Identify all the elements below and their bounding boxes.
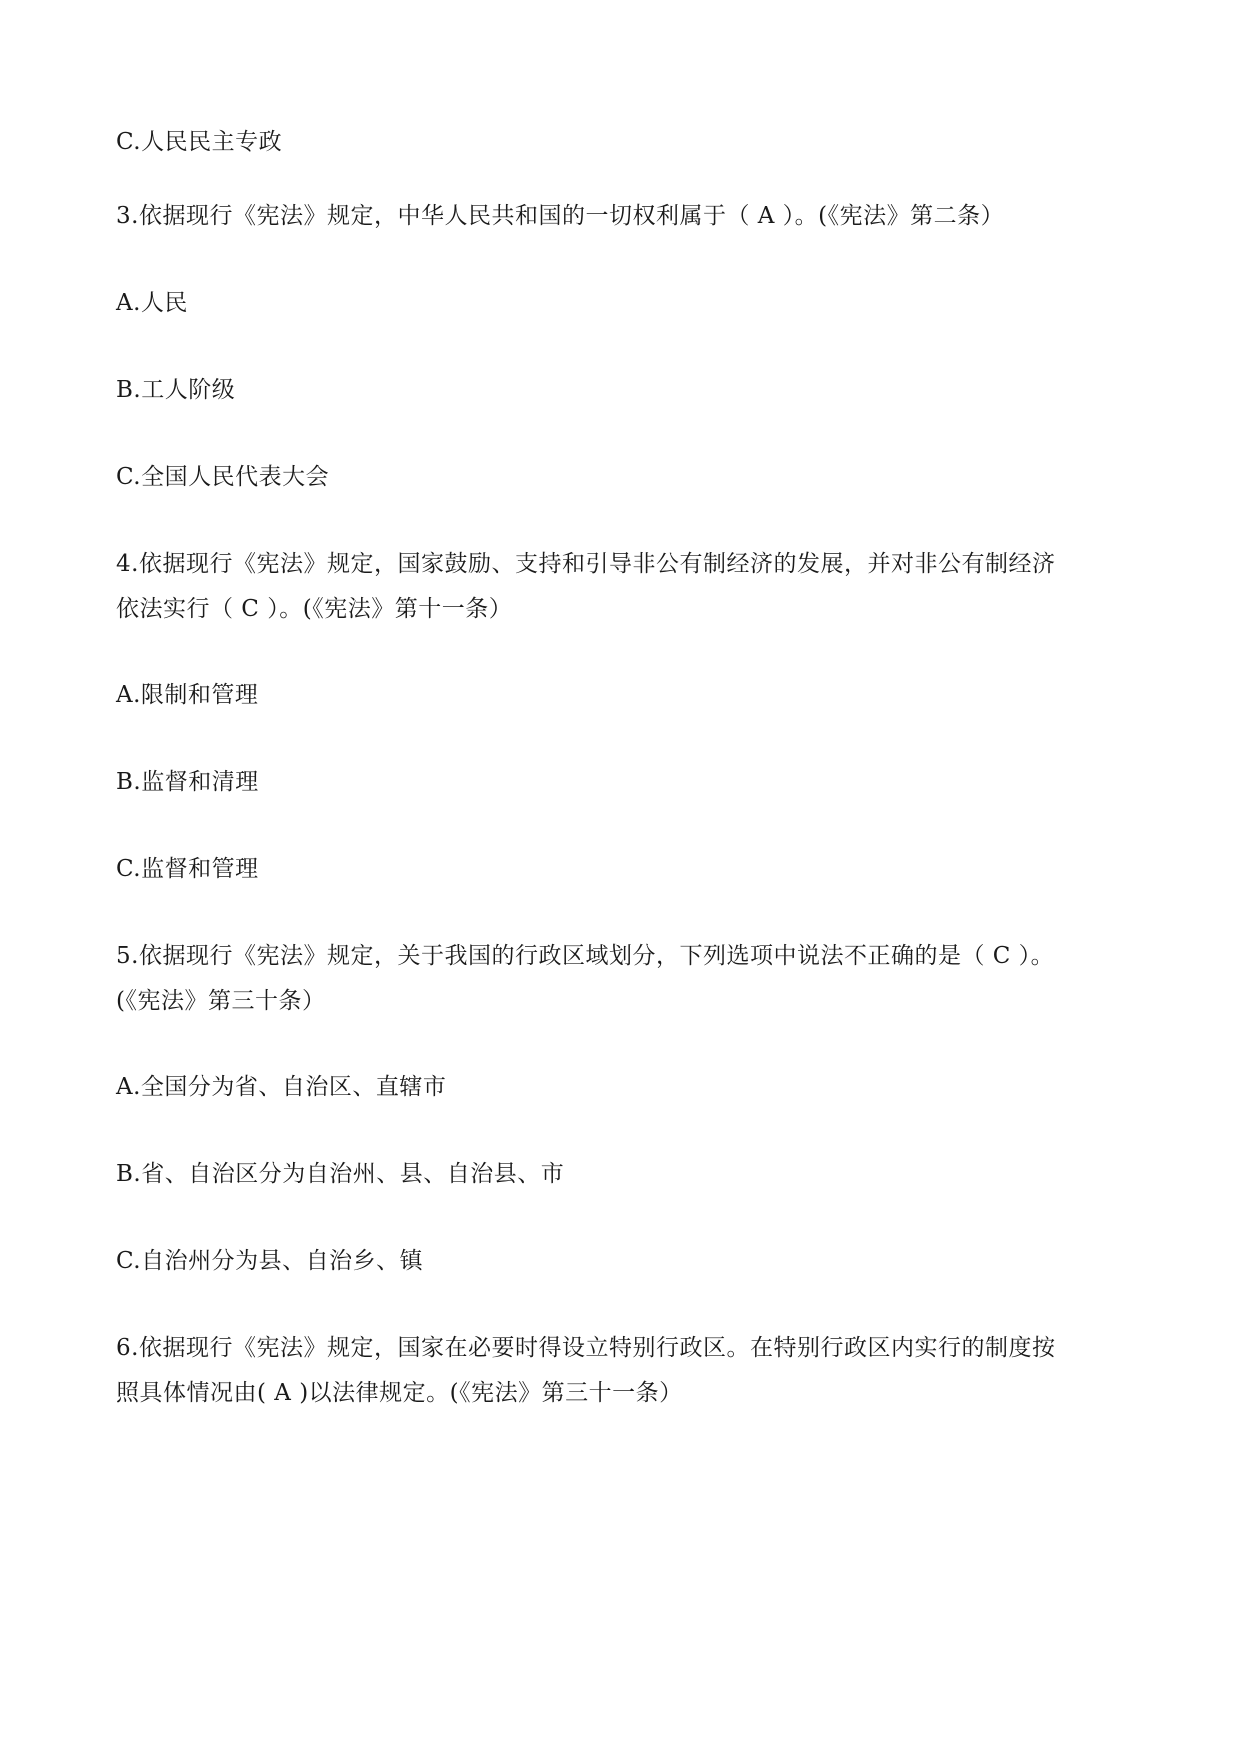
option-3b: B.工人阶级: [116, 377, 236, 403]
option-2c: C.人民民主专政: [116, 129, 283, 155]
question-6-line-1: 6.依据现行《宪法》规定，国家在必要时得设立特别行政区。在特别行政区内实行的制度按: [116, 1335, 1056, 1361]
option-5a: A.全国分为省、自治区、直辖市: [116, 1074, 447, 1100]
question-5-line-1: 5.依据现行《宪法》规定，关于我国的行政区域划分，下列选项中说法不正确的是（ C ）。: [116, 943, 1055, 969]
question-4-line-1: 4.依据现行《宪法》规定，国家鼓励、支持和引导非公有制经济的发展，并对非公有制经济: [116, 551, 1056, 577]
question-5-line-2: (《宪法》第三十条）: [116, 988, 326, 1014]
option-4a: A.限制和管理: [116, 682, 259, 708]
option-4b: B.监督和清理: [116, 769, 259, 795]
option-3a: A.人民: [116, 290, 188, 316]
option-4c: C.监督和管理: [116, 856, 259, 882]
question-6-line-2: 照具体情况由( A )以法律规定。(《宪法》第三十一条）: [116, 1380, 683, 1406]
option-5c: C.自治州分为县、自治乡、镇: [116, 1248, 424, 1274]
question-4-line-2: 依法实行（ C ）。(《宪法》第十一条）: [116, 596, 513, 622]
option-5b: B.省、自治区分为自治州、县、自治县、市: [116, 1161, 565, 1187]
option-3c: C.全国人民代表大会: [116, 464, 330, 490]
question-3: 3.依据现行《宪法》规定，中华人民共和国的一切权利属于（ A ）。(《宪法》第二条）: [116, 203, 1005, 229]
